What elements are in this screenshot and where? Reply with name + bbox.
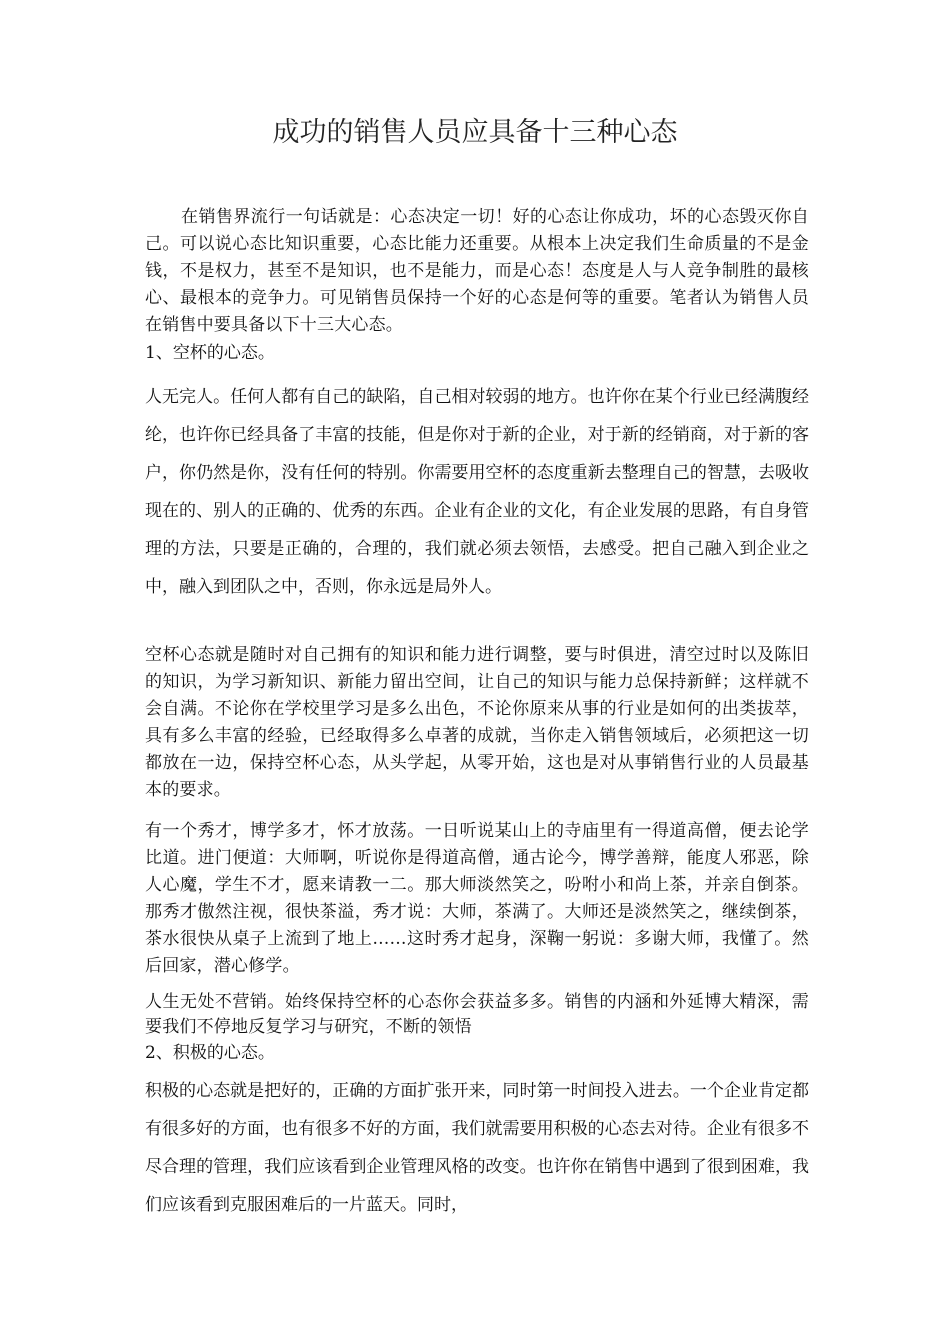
section-1-paragraph-2: 空杯心态就是随时对自己拥有的知识和能力进行调整，要与时俱进，清空过时以及陈旧的知识，为学习新知识、新能力留出空间，让自己的知识与能力总保持新鲜；这样就不会自满。不论你在学校里学习是多么出色，不论你原来从事的行业是如何的出类拔萃，具有多么丰富的经验，已经取得多么卓著的成就，当你走入销售领域后，必须把这一切都放在一边，保持空杯心态，从头学起，从零开始，这也是对从事销售行业的人员最基本的要求。 [145,645,809,800]
section-1-paragraph-1: 人无完人。任何人都有自己的缺陷，自己相对较弱的地方。也许你在某个行业已经满腹经纶，也许你已经具备了丰富的技能，但是你对于新的企业，对于新的经销商，对于新的客户，你仍然是你，没有任何的特别。你需要用空杯的态度重新去整理自己的智慧，去吸收现在的、别人的正确的、优秀的东西。企业有企业的文化，有企业发展的思路，有自身管理的方法，只要是正确的，合理的，我们就必须去领悟，去感受。把自己融入到企业之中，融入到团队之中，否则，你永远是局外人。 [145,387,809,597]
intro-paragraph: 在销售界流行一句话就是：心态决定一切！好的心态让你成功，坏的心态毁灭你自己。可以说心态比知识重要，心态比能力还重要。从根本上决定我们生命质量的不是金钱，不是权力，甚至不是知识，也不是能力，而是心态！态度是人与人竞争制胜的最核心、最根本的竞争力。可见销售员保持一个好的心态是何等的重要。笔者认为销售人员在销售中要具备以下十三大心态。 [145,207,809,335]
section-2-heading: 2、积极的心态。 [145,1043,275,1063]
section-1-heading: 1、空杯的心态。 [145,343,275,363]
section-1-paragraph-4: 人生无处不营销。始终保持空杯的心态你会获益多多。销售的内涵和外延博大精深，需要我们不停地反复学习与研究，不断的领悟 [145,992,809,1037]
section-1-paragraph-3: 有一个秀才，博学多才，怀才放荡。一日听说某山上的寺庙里有一得道高僧，便去论学比道。进门便道：大师啊，听说你是得道高僧，通古论今，博学善辩，能度人邪恶，除人心魔，学生不才，愿来请教一二。那大师淡然笑之，吩咐小和尚上茶，并亲自倒茶。那秀才傲然注视，很快茶溢，秀才说：大师，茶满了。大师还是淡然笑之，继续倒茶，茶水很快从桌子上流到了地上……这时秀才起身，深鞠一躬说：多谢大师，我懂了。然后回家，潜心修学。 [145,821,809,976]
section-2-paragraph-1: 积极的心态就是把好的，正确的方面扩张开来，同时第一时间投入进去。一个企业肯定都有很多好的方面，也有很多不好的方面，我们就需要用积极的心态去对待。企业有很多不尽合理的管理，我们应该看到企业管理风格的改变。也许你在销售中遇到了很到困难，我们应该看到克服困难后的一片蓝天。同时， [145,1081,809,1215]
document-title: 成功的销售人员应具备十三种心态 [272,117,678,148]
